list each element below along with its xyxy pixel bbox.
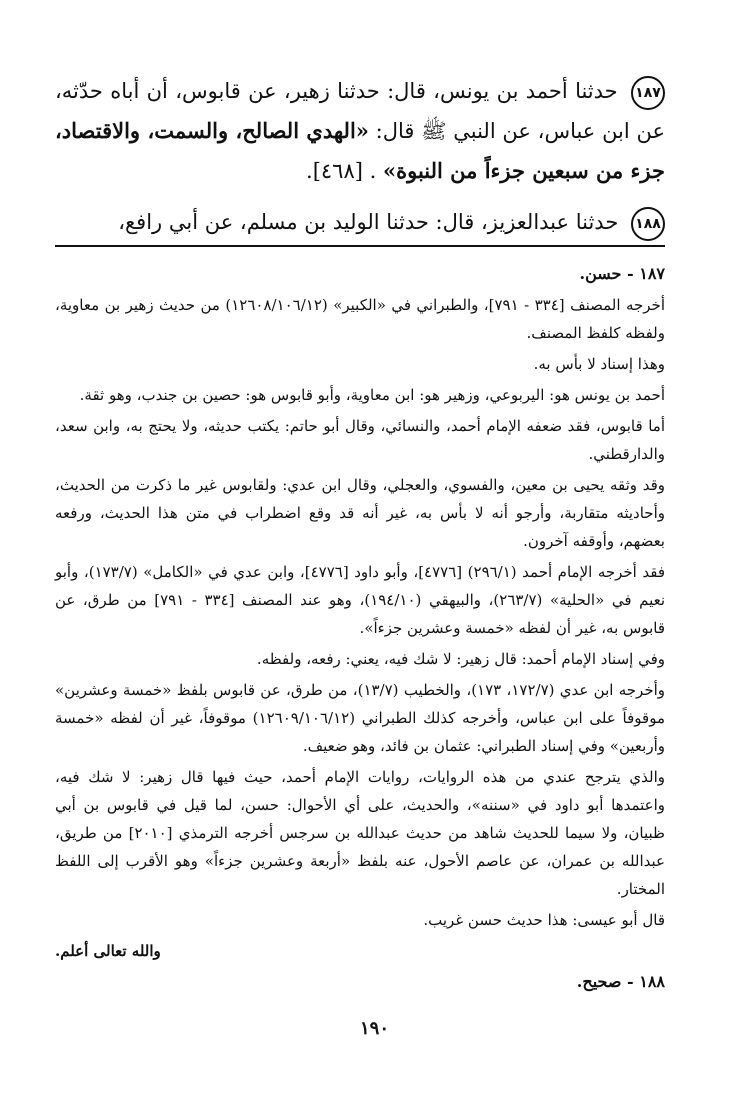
note-paragraph: فقد أخرجه الإمام أحمد (٢٩٦/١) [٤٧٧٦]، وأبو داود [٤٧٧٦]، وابن عدي في «الكامل» (١٧٣/٧)، وأبو نعيم في «الحلية» (٢٦٣/٧)، والبيهقي (١٩٤/١٠)، وهو عند المصنف [٣٣٤ - ٧٩١] من طرق، عن قابوس به، غير أن لفظه «خمسة وعشرين جزءاً».: [55, 563, 666, 637]
note-paragraph: والذي يترجح عندي من هذه الروايات، روايات الإمام أحمد، حيث فيها قال زهير: لا شك فيه، واعتمدها أبو داود في «سننه»، والحديث، على أي الأحوال: حسن، لما قيل في قابوس بن أبي ظبيان، ولا سيما للحديث شاهد من حديث عبدالله بن سرجس أخرجه الترمذي [٢٠١٠] من طريق، عبدالله بن عمران، عن عاصم الأحول، عنه بلفظ «أربعة وعشرين جزءاً» وهو الأقرب إلى اللفظ المختار.: [55, 768, 665, 898]
note-heading-188: ١٨٨ - صحيح.: [576, 972, 665, 991]
footnotes: [55, 260, 665, 999]
hadith-187: [55, 72, 665, 191]
note-paragraph: وفي إسناد الإمام أحمد: قال زهير: لا شك فيه، يعني: رفعه، ولفظه.: [256, 650, 665, 668]
hadith-section: [55, 72, 665, 254]
hadith-reference: . [٤٦٨].: [306, 159, 377, 183]
hadith-text: حدثنا أحمد بن يونس، قال: حدثنا زهير، عن قابوس، أن أباه حدّثه، عن ابن عباس، عن النبي ﷺ قال:: [55, 79, 665, 143]
note-paragraph: قال أبو عيسى: هذا حديث حسن غريب.: [423, 911, 665, 929]
page-number: ١٩٠: [359, 1018, 389, 1039]
note-paragraph: أحمد بن يونس هو: اليربوعي، وزهير هو: ابن معاوية، وأبو قابوس هو: حصين بن جندب، وهو ثقة.: [79, 386, 665, 404]
note-paragraph: وقد وثقه يحيى بن معين، والفسوي، والعجلي، وقال ابن عدي: ولقابوس غير ما ذكرت من الحديث، وأحاديثه متقاربة، وأرجو أنه لا بأس به، غير أنه قد وقع اضطراب في متن هذا الحديث، ورفعه بعضهم، وأوقفه آخرون.: [55, 476, 665, 550]
hadith-text: حدثنا عبدالعزيز، قال: حدثنا الوليد بن مسلم، عن أبي رافع،: [118, 210, 619, 234]
footnote-divider: [55, 245, 665, 247]
note-paragraph: أخرجه المصنف [٣٣٤ - ٧٩١]، والطبراني في «الكبير» (١٢٦٠٨/١٠٦/١٢) من حديث زهير بن معاوية، ولفظه كلفظ المصنف.: [55, 296, 666, 342]
note-paragraph: أما قابوس، فقد ضعفه الإمام أحمد، والنسائي، وقال أبو حاتم: يكتب حديثه، ولا يحتج به، وابن سعد، والدارقطني.: [55, 417, 665, 463]
note-paragraph: وأخرجه ابن عدي (١٧٢/٧، ١٧٣)، والخطيب (١٣/٧)، من طرق، عن قابوس بلفظ «خمسة وعشرين» موقوفاً على ابن عباس، وأخرجه كذلك الطبراني (١٢٦٠٩/١٠٦/١٢) موقوفاً، غير أن لفظه «خمسة وأربعين» وفي إسناد الطبراني: عثمان بن فائد، وهو ضعيف.: [55, 681, 666, 755]
note-heading-187: ١٨٧ - حسن.: [579, 264, 665, 283]
hadith-quote: «الهدي الصالح، والسمت، والاقتصاد، جزء من سبعين جزءاً من النبوة»: [55, 118, 665, 183]
note-paragraph: وهذا إسناد لا بأس به.: [533, 355, 665, 373]
closing-phrase: والله تعالى أعلم.: [55, 942, 161, 960]
hadith-number-badge: ١٨٨: [631, 207, 665, 241]
hadith-number-badge: ١٨٧: [631, 76, 665, 110]
hadith-188: [55, 203, 665, 242]
